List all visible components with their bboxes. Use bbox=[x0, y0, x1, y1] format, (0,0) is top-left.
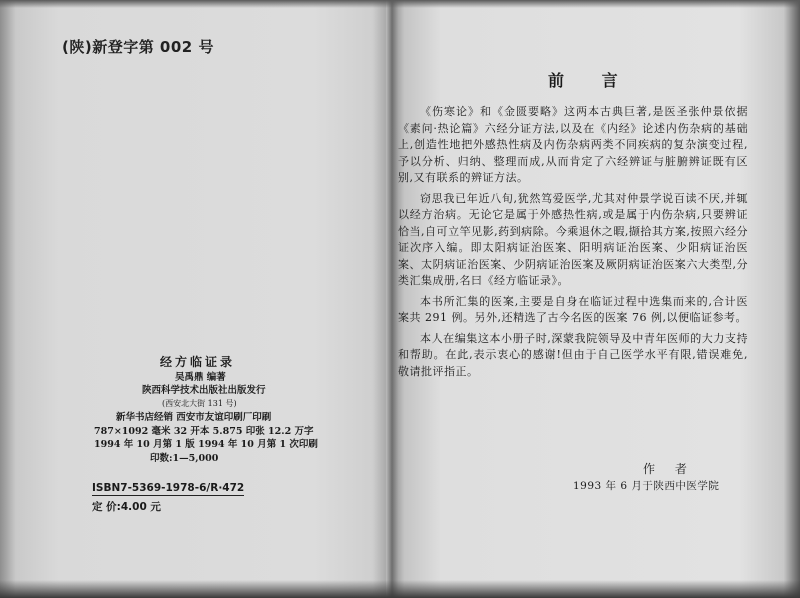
publisher: 陕西科学技术出版社出版发行 bbox=[142, 385, 266, 396]
book-author: 吴禹鼎 编著 bbox=[175, 372, 226, 383]
preface-paragraph: 窃思我已年近八旬,犹然笃爱医学,尤其对仲景学说百读不厌,并辄以经方治病。无论它是属于外感热性病,或是属于内伤杂病,只要辨证恰当,自可立竿见影,药到病除。今乘退休之暇,撷拾其方案,按照六经分证次序入编。即太阳病证治医案、阳明病证治医案、少阳病证治医案、太阴病证治医案、少阴病证治医案及厥阴病证治医案六大类型,分类汇集成册,名曰《经方临证录》。 bbox=[398, 191, 748, 287]
preface-signature: 作 者 bbox=[643, 462, 695, 476]
preface-title: 前 言 bbox=[548, 71, 634, 90]
isbn-block bbox=[92, 482, 282, 514]
preface-paragraph: 本书所汇集的医案,主要是自身在临证过程中选集而来的,合计医案共 291 例。另外,还精选了古今名医的医案 76 例,以便临证参考。 bbox=[398, 294, 748, 324]
book-spine bbox=[386, 0, 398, 598]
preface-date: 1993 年 6 月于陕西中医学院 bbox=[573, 480, 720, 492]
isbn-number: ISBN7-5369-1978-6/R·472 bbox=[92, 482, 245, 494]
preface-paragraph: 本人在编集这本小册子时,深蒙我院领导及中青年医师的大力支持和帮助。在此,表示衷心的感谢!但由于自己医学水平有限,错误难免,敬请批评指正。 bbox=[398, 331, 748, 378]
preface-paragraph: 《伤寒论》和《金匮要略》这两本古典巨著,是医圣张仲景依据《素问·热论篇》六经分证方法,以及在《内经》论述内伤杂病的基础上,创造性地把外感热性病及内伤杂病两类不同疾病的复杂演变过程,予以分析、归纳、整理而成,从而肯定了六经辨证与脏腑辨证既有区别,又有联系的辨证方法。 bbox=[398, 105, 748, 184]
distributor-printer: 新华书店经销 西安市友谊印刷厂印刷 bbox=[116, 412, 272, 423]
scan-edge-bottom bbox=[0, 580, 800, 598]
edition-info: 1994 年 10 月第 1 版 1994 年 10 月第 1 次印刷 bbox=[94, 439, 318, 450]
book-title: 经方临证录 bbox=[160, 355, 236, 369]
format-specs: 787×1092 毫米 32 开本 5.875 印张 12.2 万字 bbox=[94, 426, 314, 437]
publisher-address: (西安北大街 131 号) bbox=[162, 399, 237, 408]
print-run: 印数:1—5,000 bbox=[150, 453, 219, 464]
price: 定 价:4.00 元 bbox=[92, 501, 161, 513]
preface-body bbox=[398, 104, 748, 384]
copyright-page bbox=[0, 0, 392, 598]
registration-number: (陕)新登字第 002 号 bbox=[62, 38, 214, 56]
scan-edge-top bbox=[0, 0, 800, 8]
